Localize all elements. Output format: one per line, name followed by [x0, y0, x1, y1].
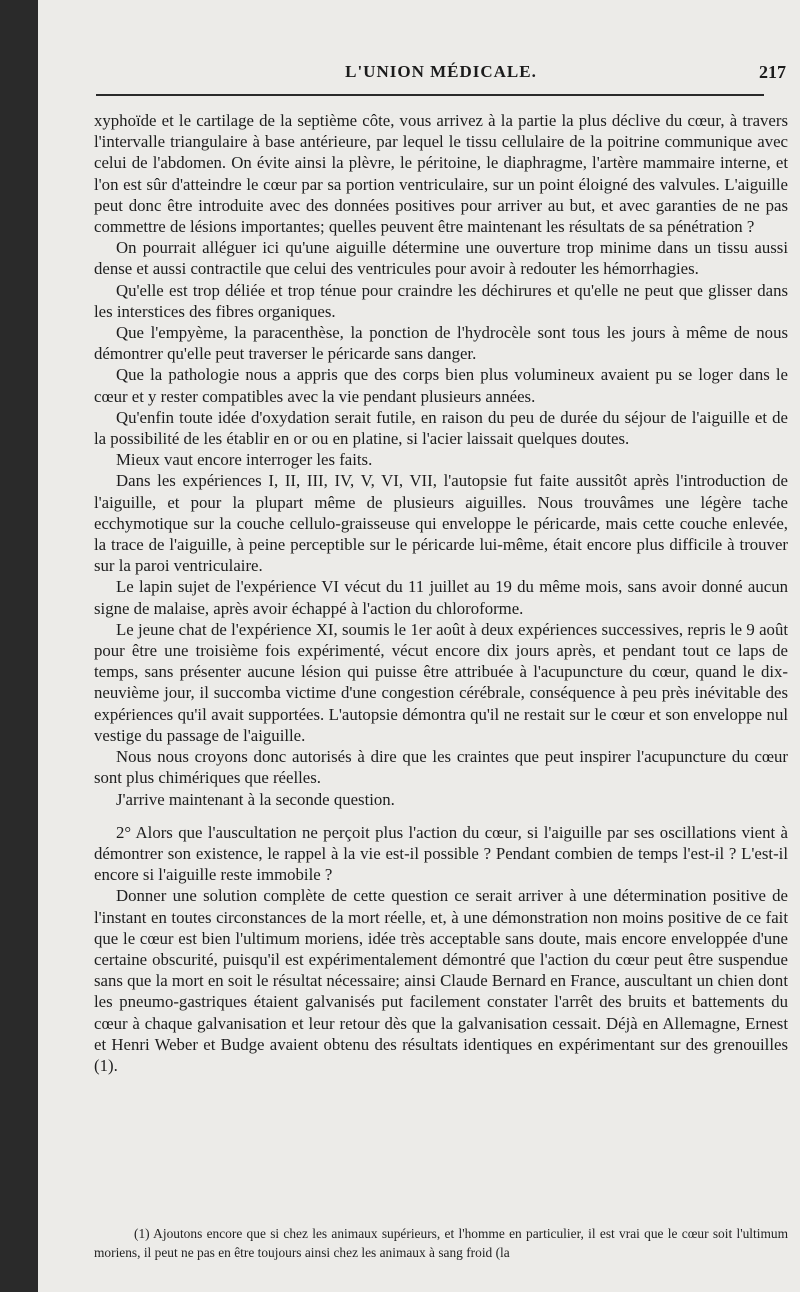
paragraph: Qu'enfin toute idée d'oxydation serait futile, en raison du peu de durée du séjour de l'aiguille et de la possibilité de les établir en or ou en platine, si l'acier laissait quelques doutes. — [94, 407, 788, 449]
paragraph: Dans les expériences I, II, III, IV, V, VI, VII, l'autopsie fut faite aussitôt après l'introduction de l'aiguille, et pour la plupart même de plusieurs aiguilles. Nous trouvâmes une légère tache ecchymotique sur la couche cellulo-graisseuse qui enveloppe le péricarde, mais cette couche enlevée, la trace de l'aiguille, à peine perceptible sur le péricarde lui-même, était encore plus difficile à trouver sur la paroi ventriculaire. — [94, 471, 788, 576]
header-rule — [96, 94, 764, 96]
running-title: L'UNION MÉDICALE. — [345, 62, 537, 81]
paragraph: Nous nous croyons donc autorisés à dire que les craintes que peut inspirer l'acupuncture du cœur sont plus chimériques que réelles. — [94, 747, 788, 788]
paragraph: Donner une solution complète de cette question ce serait arriver à une détermination positive de l'instant en toutes circonstances de la mort réelle, et, à une démonstration non moins positive de ce fait que le cœur est bien l'ultimum moriens, idée très acceptable sans doute, mais encore enveloppée d'une certaine obscurité, puisqu'il est expérimentalement démontré que l'action du cœur peut être suspendue sans que la mort en soit le résultat nécessaire; ainsi Claude Bernard en France, auscultant un chien dont les pneumo-gastriques étaient galvanisés put facilement constater l'arrêt des bruits et battements du cœur à chaque galvanisation et leur retour dès que la galvanisation cessait. Déjà en Allemagne, Ernest et Henri Weber et Budge avaient obtenu des résultats identiques en expérimentant sur des grenouilles (1). — [94, 886, 788, 1075]
footnote: (1) Ajoutons encore que si chez les animaux supérieurs, et l'homme en particulier, il est vrai que le cœur soit l'ultimum moriens, il peut ne pas en être toujours ainsi chez les animaux à sang froid (la — [94, 1226, 788, 1260]
journal-page — [38, 0, 800, 1292]
paragraph: Mieux vaut encore interroger les faits. — [116, 450, 373, 470]
paragraph: On pourrait alléguer ici qu'une aiguille détermine une ouverture trop minime dans un tissu aussi dense et aussi contractile que celui des ventricules pour avoir à redouter les hémorrhagies. — [94, 238, 788, 279]
paragraph: Le lapin sujet de l'expérience VI vécut du 11 juillet au 19 du même mois, sans avoir donné aucun signe de malaise, après avoir échappé à l'action du chloroforme. — [94, 577, 788, 618]
article-body — [94, 110, 788, 1076]
paragraph: xyphoïde et le cartilage de la septième côte, vous arrivez à la partie la plus déclive du cœur, à travers l'intervalle triangulaire à base antérieure, par lequel le tissu cellulaire de la poitrine communique avec celui de l'abdomen. On évite ainsi la plèvre, le péritoine, le diaphragme, l'artère mammaire interne, et l'on est sûr d'atteindre le cœur par sa portion ventriculaire, sur un point éloigné des valvules. L'aiguille peut donc être introduite avec des données positives pour arriver au but, et avec garanties de ne pas commettre de lésions importantes; quelles peuvent être maintenant les résultats de sa pénétration ? — [94, 111, 788, 237]
page-header — [96, 62, 786, 92]
paragraph: Qu'elle est trop déliée et trop ténue pour craindre les déchirures et qu'elle ne peut que glisser dans les interstices des fibres organiques. — [94, 280, 788, 321]
paragraph: J'arrive maintenant à la seconde question. — [116, 789, 395, 809]
paragraph: Que l'empyème, la paracenthèse, la ponction de l'hydrocèle sont tous les jours à même de nous démontrer qu'elle peut traverser le péricarde sans danger. — [94, 323, 788, 364]
page-number: 217 — [759, 62, 786, 82]
paragraph: Le jeune chat de l'expérience XI, soumis le 1er août à deux expériences successives, repris le 9 août pour être une troisième fois expérimenté, vécut encore dix jours après, et pendant tout ce laps de temps, sans présenter aucune lésion qui puisse être attribuée à l'acupuncture du cœur, quand le dix-neuvième jour, il succomba victime d'une congestion cérébrale, conséquence à peu près inévitable des expériences qu'il avait supportées. L'autopsie démontra qu'il ne restait sur le cœur et son enveloppe nul vestige du passage de l'aiguille. — [94, 619, 788, 745]
paragraph: Que la pathologie nous a appris que des corps bien plus volumineux avaient pu se loger dans le cœur et y rester compatibles avec la vie pendant plusieurs années. — [94, 365, 788, 406]
question-paragraph: 2° Alors que l'auscultation ne perçoit plus l'action du cœur, si l'aiguille par ses oscillations vient à démontrer son existence, le rappel à la vie est-il possible ? Pendant combien de temps l'est-il ? L'est-il encore si l'aiguille reste immobile ? — [94, 822, 788, 885]
